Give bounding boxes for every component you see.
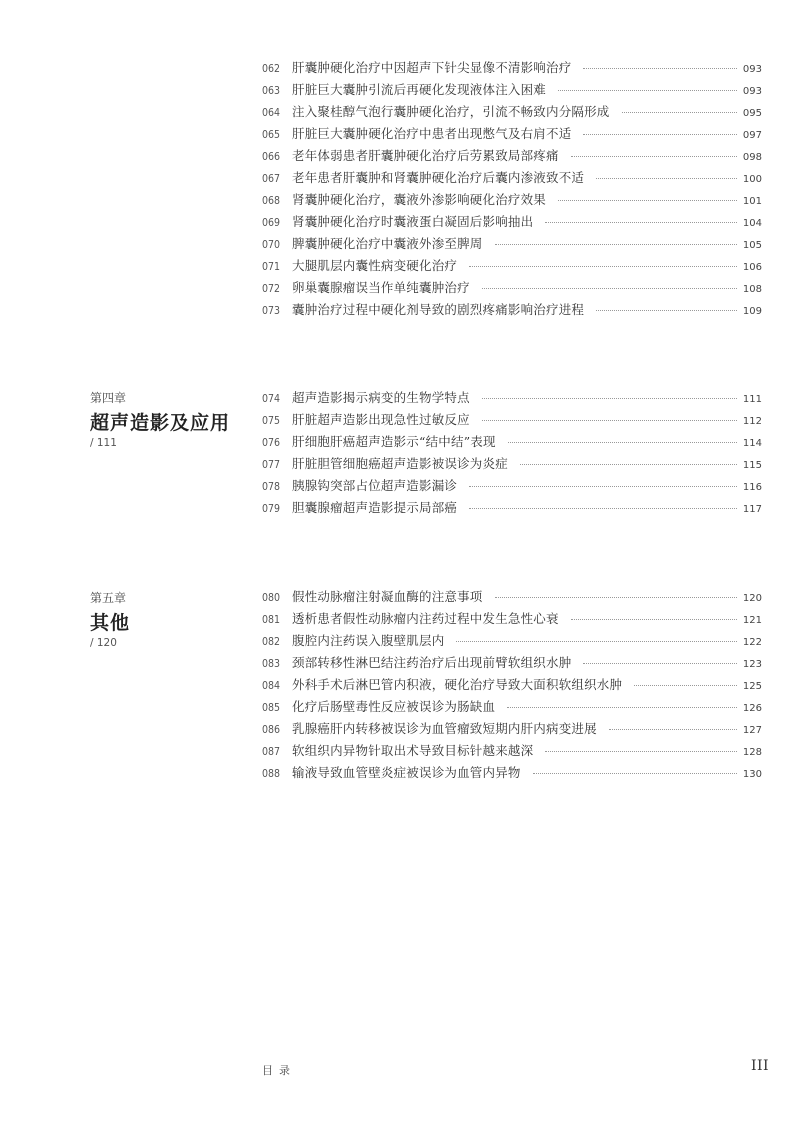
entry-page: 123	[742, 659, 762, 670]
entry-title: 外科手术后淋巴管内积液，硬化治疗导致大面积软组织水肿	[292, 677, 623, 692]
entry-title: 超声造影揭示病变的生物学特点	[292, 390, 470, 405]
entry-title: 软组织内异物针取出术导致目标针越来越深	[292, 743, 534, 758]
entry-number: 066	[262, 151, 281, 163]
leader-dots	[533, 772, 737, 774]
leader-dots	[482, 287, 737, 289]
entry-number: 080	[262, 592, 281, 604]
toc-entry[interactable]	[262, 697, 762, 717]
entry-page: 104	[742, 218, 762, 229]
entry-page: 122	[742, 637, 762, 648]
leader-dots	[545, 221, 737, 223]
entry-title: 老年患者肝囊肿和肾囊肿硬化治疗后囊内渗液致不适	[292, 170, 585, 185]
toc-entry[interactable]	[262, 58, 762, 78]
entry-number: 071	[262, 261, 281, 273]
leader-dots	[495, 596, 737, 598]
entry-title: 颈部转移性淋巴结注药治疗后出现前臂软组织水肿	[292, 655, 572, 670]
entry-page: 112	[742, 416, 762, 427]
entry-title: 乳腺癌肝内转移被误诊为血管瘤致短期内肝内病变进展	[292, 721, 597, 736]
toc-entry[interactable]	[262, 719, 762, 739]
entry-page: 093	[742, 64, 762, 75]
entry-title: 假性动脉瘤注射凝血酶的注意事项	[292, 589, 483, 604]
leader-dots	[495, 243, 737, 245]
leader-dots	[456, 640, 737, 642]
footer-section-label: 目录	[262, 1064, 296, 1077]
leader-dots	[507, 706, 737, 708]
entry-page: 117	[742, 504, 762, 515]
entry-number: 073	[262, 305, 281, 317]
toc-entry[interactable]	[262, 278, 762, 298]
entry-title: 卵巢囊腺瘤误当作单纯囊肿治疗	[292, 280, 470, 295]
toc-entry[interactable]	[262, 234, 762, 254]
toc-entry[interactable]	[262, 190, 762, 210]
toc-entry[interactable]	[262, 763, 762, 783]
toc-entry[interactable]	[262, 675, 762, 695]
toc-entry[interactable]	[262, 432, 762, 452]
leader-dots	[482, 419, 737, 421]
toc-entry[interactable]	[262, 587, 762, 607]
entry-number: 078	[262, 481, 281, 493]
entry-title: 胆囊腺瘤超声造影提示局部癌	[292, 500, 458, 515]
leader-dots	[583, 67, 737, 69]
toc-entry[interactable]	[262, 653, 762, 673]
entry-title: 肝脏巨大囊肿硬化治疗中患者出现憋气及右肩不适	[292, 126, 572, 141]
entry-number: 070	[262, 239, 281, 251]
entry-number: 068	[262, 195, 281, 207]
toc-entry[interactable]	[262, 410, 762, 430]
leader-dots	[596, 309, 737, 311]
entry-number: 062	[262, 63, 281, 75]
chapter-heading-4[interactable]	[90, 389, 230, 449]
entry-title: 大腿肌层内囊性病变硬化治疗	[292, 258, 458, 273]
entry-title: 肾囊肿硬化治疗，囊液外渗影响硬化治疗效果	[292, 192, 547, 207]
entry-title: 肝脏超声造影出现急性过敏反应	[292, 412, 470, 427]
entry-number: 076	[262, 437, 281, 449]
chapter-title: 其他	[90, 612, 131, 634]
entry-page: 114	[742, 438, 762, 449]
leader-dots	[609, 728, 737, 730]
entry-number: 065	[262, 129, 281, 141]
entry-title: 输液导致血管壁炎症被误诊为血管内异物	[292, 765, 521, 780]
leader-dots	[520, 463, 737, 465]
toc-entry[interactable]	[262, 498, 762, 518]
entry-page: 125	[742, 681, 762, 692]
entry-number: 081	[262, 614, 281, 626]
leader-dots	[571, 155, 737, 157]
entry-number: 067	[262, 173, 281, 185]
entry-page: 120	[742, 593, 762, 604]
entry-page: 106	[742, 262, 762, 273]
entry-title: 脾囊肿硬化治疗中囊液外渗至脾周	[292, 236, 483, 251]
entry-title: 肾囊肿硬化治疗时囊液蛋白凝固后影响抽出	[292, 214, 534, 229]
toc-entry[interactable]	[262, 256, 762, 276]
entry-title: 老年体弱患者肝囊肿硬化治疗后劳累致局部疼痛	[292, 148, 559, 163]
chapter-label: 第四章	[90, 391, 127, 405]
toc-entry[interactable]	[262, 631, 762, 651]
toc-entry[interactable]	[262, 609, 762, 629]
toc-entry[interactable]	[262, 388, 762, 408]
toc-entry[interactable]	[262, 454, 762, 474]
entry-page: 116	[742, 482, 762, 493]
entry-page: 126	[742, 703, 762, 714]
footer-page-number: III	[751, 1058, 770, 1074]
entry-page: 101	[742, 196, 762, 207]
entry-number: 082	[262, 636, 281, 648]
entry-page: 098	[742, 152, 762, 163]
entry-number: 072	[262, 283, 281, 295]
entry-page: 105	[742, 240, 762, 251]
entry-number: 087	[262, 746, 281, 758]
leader-dots	[596, 177, 737, 179]
toc-entry[interactable]	[262, 300, 762, 320]
entry-title: 肝细胞肝癌超声造影示“结中结”表现	[292, 434, 496, 449]
entry-title: 化疗后肠壁毒性反应被误诊为肠缺血	[292, 699, 496, 714]
leader-dots	[558, 89, 737, 91]
leader-dots	[508, 441, 737, 443]
leader-dots	[558, 199, 737, 201]
entry-title: 囊肿治疗过程中硬化剂导致的剧烈疼痛影响治疗进程	[292, 302, 585, 317]
entry-title: 肝脏巨大囊肿引流后再硬化发现液体注入困难	[292, 82, 547, 97]
entry-number: 083	[262, 658, 281, 670]
leader-dots	[571, 618, 737, 620]
entry-number: 085	[262, 702, 281, 714]
leader-dots	[634, 684, 737, 686]
entry-title: 胰腺钩突部占位超声造影漏诊	[292, 478, 458, 493]
toc-entry[interactable]	[262, 168, 762, 188]
chapter-page: / 111	[90, 437, 117, 449]
entry-page: 128	[742, 747, 762, 758]
entry-title: 透析患者假性动脉瘤内注药过程中发生急性心衰	[292, 611, 559, 626]
entry-number: 069	[262, 217, 281, 229]
leader-dots	[545, 750, 737, 752]
entry-number: 064	[262, 107, 281, 119]
leader-dots	[482, 397, 737, 399]
leader-dots	[469, 265, 737, 267]
entry-number: 084	[262, 680, 281, 692]
leader-dots	[622, 111, 737, 113]
entry-page: 130	[742, 769, 762, 780]
entry-number: 086	[262, 724, 281, 736]
entry-page: 111	[742, 394, 762, 405]
entry-number: 088	[262, 768, 281, 780]
toc-entry[interactable]	[262, 476, 762, 496]
entry-page: 100	[742, 174, 762, 185]
chapter-page: / 120	[90, 637, 117, 649]
entry-number: 075	[262, 415, 281, 427]
entry-number: 074	[262, 393, 281, 405]
chapter-label: 第五章	[90, 591, 127, 605]
entry-number: 079	[262, 503, 281, 515]
entry-title: 肝囊肿硬化治疗中因超声下针尖显像不清影响治疗	[292, 60, 572, 75]
toc-entry[interactable]	[262, 146, 762, 166]
entry-title: 腹腔内注药误入腹壁肌层内	[292, 633, 445, 648]
toc-entry[interactable]	[262, 80, 762, 100]
entry-page: 093	[742, 86, 762, 97]
entry-number: 063	[262, 85, 281, 97]
entry-page: 121	[742, 615, 762, 626]
entry-page: 109	[742, 306, 762, 317]
toc-entry[interactable]	[262, 212, 762, 232]
entry-page: 127	[742, 725, 762, 736]
entry-title: 肝脏胆管细胞癌超声造影被误诊为炎症	[292, 456, 508, 471]
chapter-heading-5[interactable]	[90, 589, 130, 649]
leader-dots	[583, 662, 737, 664]
entry-page: 097	[742, 130, 762, 141]
entry-page: 095	[742, 108, 762, 119]
entry-number: 077	[262, 459, 281, 471]
chapter-title: 超声造影及应用	[90, 412, 231, 434]
entry-title: 注入聚桂醇气泡行囊肿硬化治疗，引流不畅致内分隔形成	[292, 104, 610, 119]
leader-dots	[583, 133, 737, 135]
toc-entry[interactable]	[262, 741, 762, 761]
toc-entry[interactable]	[262, 124, 762, 144]
leader-dots	[469, 485, 737, 487]
leader-dots	[469, 507, 737, 509]
entry-page: 108	[742, 284, 762, 295]
entry-page: 115	[742, 460, 762, 471]
toc-entry[interactable]	[262, 102, 762, 122]
